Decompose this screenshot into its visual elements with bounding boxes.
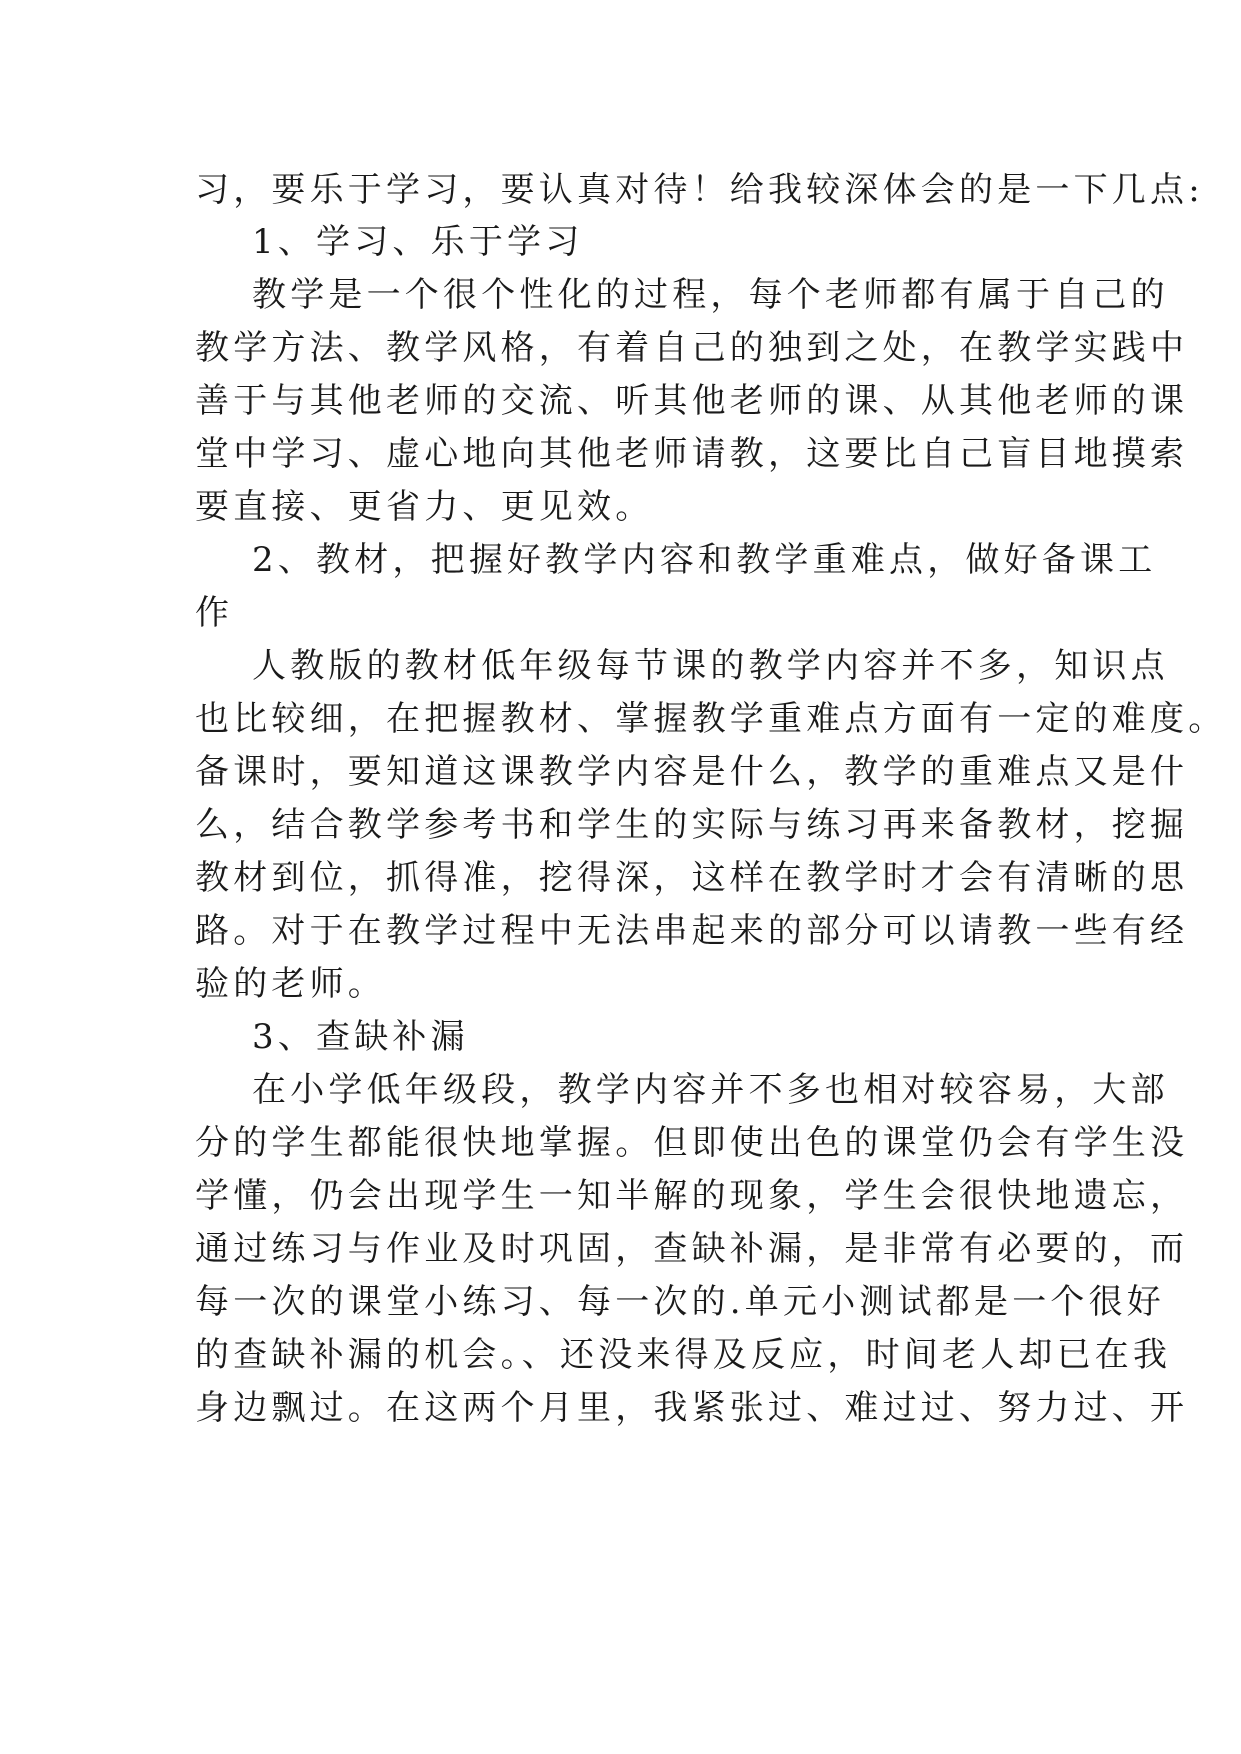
text-line: 身边飘过。在这两个月里，我紧张过、难过过、努力过、开 [195, 1388, 1189, 1428]
text-line: 通过练习与作业及时巩固，查缺补漏，是非常有必要的，而 [195, 1229, 1189, 1269]
text-line: 么，结合教学参考书和学生的实际与练习再来备教材，挖掘 [195, 805, 1189, 845]
section-heading-1: 1、学习、乐于学习 [252, 222, 584, 262]
text-line: 教学方法、教学风格，有着自己的独到之处，在教学实践中 [195, 328, 1189, 368]
text-line: 每一次的课堂小练习、每一次的.单元小测试都是一个很好 [195, 1282, 1166, 1322]
text-line: 在小学低年级段，教学内容并不多也相对较容易，大部 [252, 1070, 1169, 1110]
text-line: 作 [195, 593, 234, 633]
text-line: 分的学生都能很快地掌握。但即使出色的课堂仍会有学生没 [195, 1123, 1189, 1163]
text-line: 要直接、更省力、更见效。 [195, 487, 654, 527]
text-line: 也比较细，在把握教材、掌握教学重难点方面有一定的难度。 [195, 699, 1227, 739]
text-line: 验的老师。 [195, 964, 386, 1004]
section-heading-2: 2、教材，把握好教学内容和教学重难点，做好备课工 [252, 540, 1157, 580]
text-line: 善于与其他老师的交流、听其他老师的课、从其他老师的课 [195, 381, 1189, 421]
text-line: 堂中学习、虚心地向其他老师请教，这要比自己盲目地摸索 [195, 434, 1189, 474]
text-line: 的查缺补漏的机会。、还没来得及反应，时间老人却已在我 [195, 1335, 1172, 1375]
text-line: 习，要乐于学习，要认真对待！给我较深体会的是一下几点: [195, 170, 1204, 210]
section-heading-3: 3、查缺补漏 [252, 1017, 469, 1057]
text-line: 备课时，要知道这课教学内容是什么，教学的重难点又是什 [195, 752, 1189, 792]
text-line: 人教版的教材低年级每节课的教学内容并不多，知识点 [252, 646, 1169, 686]
text-line: 教材到位，抓得准，挖得深，这样在教学时才会有清晰的思 [195, 858, 1189, 898]
text-line: 教学是一个很个性化的过程，每个老师都有属于自己的 [252, 275, 1169, 315]
text-line: 学懂，仍会出现学生一知半解的现象，学生会很快地遗忘， [195, 1176, 1189, 1216]
text-line: 路。对于在教学过程中无法串起来的部分可以请教一些有经 [195, 911, 1189, 951]
